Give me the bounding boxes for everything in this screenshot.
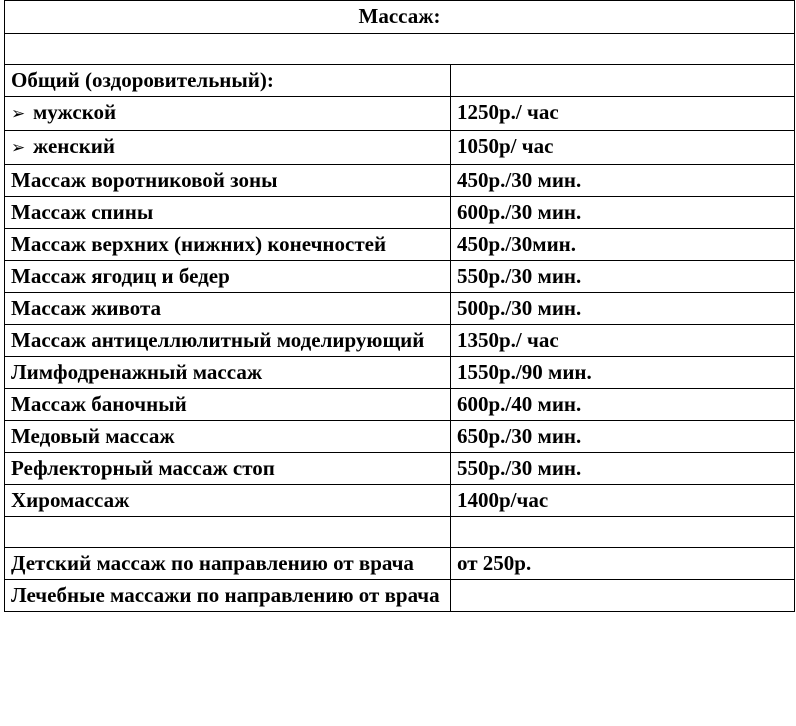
service-cell: Массаж верхних (нижних) конечностей: [5, 229, 451, 261]
table-row: [5, 389, 795, 421]
blank-row: [5, 34, 795, 65]
price-cell: 1400р/час: [451, 485, 795, 517]
price-cell: [451, 65, 795, 97]
price-cell: 600р./40 мин.: [451, 389, 795, 421]
table-title: Массаж:: [5, 1, 795, 34]
service-cell: Лимфодренажный массаж: [5, 357, 451, 389]
arrow-right-icon: ➢: [11, 138, 26, 158]
table-row: [5, 65, 795, 97]
massage-price-table: [4, 0, 795, 612]
service-cell: Массаж живота: [5, 293, 451, 325]
price-cell: 450р./30мин.: [451, 229, 795, 261]
service-cell: Массаж ягодиц и бедер: [5, 261, 451, 293]
female-label: женский: [33, 134, 115, 158]
service-cell: Хиромассаж: [5, 485, 451, 517]
blank-cell: [5, 34, 795, 65]
price-cell: 500р./30 мин.: [451, 293, 795, 325]
price-cell: 600р./30 мин.: [451, 197, 795, 229]
blank-row: [5, 517, 795, 548]
service-cell: Лечебные массажи по направлению от врача: [5, 580, 451, 612]
service-cell: Массаж спины: [5, 197, 451, 229]
table-row: [5, 197, 795, 229]
table-row: [5, 325, 795, 357]
service-cell: Массаж баночный: [5, 389, 451, 421]
table-row: [5, 357, 795, 389]
table-row: [5, 453, 795, 485]
blank-cell: [5, 517, 451, 548]
service-cell: Медовый массаж: [5, 421, 451, 453]
price-cell: 550р./30 мин.: [451, 261, 795, 293]
table-row: [5, 131, 795, 165]
blank-cell: [451, 517, 795, 548]
table-row: [5, 293, 795, 325]
price-cell: от 250р.: [451, 548, 795, 580]
table-row: [5, 580, 795, 612]
price-cell: 1550р./90 мин.: [451, 357, 795, 389]
male-label: мужской: [33, 100, 117, 124]
price-cell: [451, 580, 795, 612]
price-cell: 450р./30 мин.: [451, 165, 795, 197]
service-cell: [5, 97, 451, 131]
table-row: [5, 261, 795, 293]
table-row: [5, 485, 795, 517]
price-cell: 650р./30 мин.: [451, 421, 795, 453]
table-row: [5, 229, 795, 261]
table-row: [5, 421, 795, 453]
service-cell: [5, 131, 451, 165]
service-cell: Рефлекторный массаж стоп: [5, 453, 451, 485]
price-cell: 1050р/ час: [451, 131, 795, 165]
price-cell: 1350р./ час: [451, 325, 795, 357]
price-cell: 550р./30 мин.: [451, 453, 795, 485]
table-row: [5, 548, 795, 580]
table-row: [5, 97, 795, 131]
title-row: [5, 1, 795, 34]
service-cell: Детский массаж по направлению от врача: [5, 548, 451, 580]
table-row: [5, 165, 795, 197]
service-cell: Массаж антицеллюлитный моделирующий: [5, 325, 451, 357]
arrow-right-icon: ➢: [11, 104, 26, 124]
service-cell: Общий (оздоровительный):: [5, 65, 451, 97]
price-cell: 1250р./ час: [451, 97, 795, 131]
service-cell: Массаж воротниковой зоны: [5, 165, 451, 197]
